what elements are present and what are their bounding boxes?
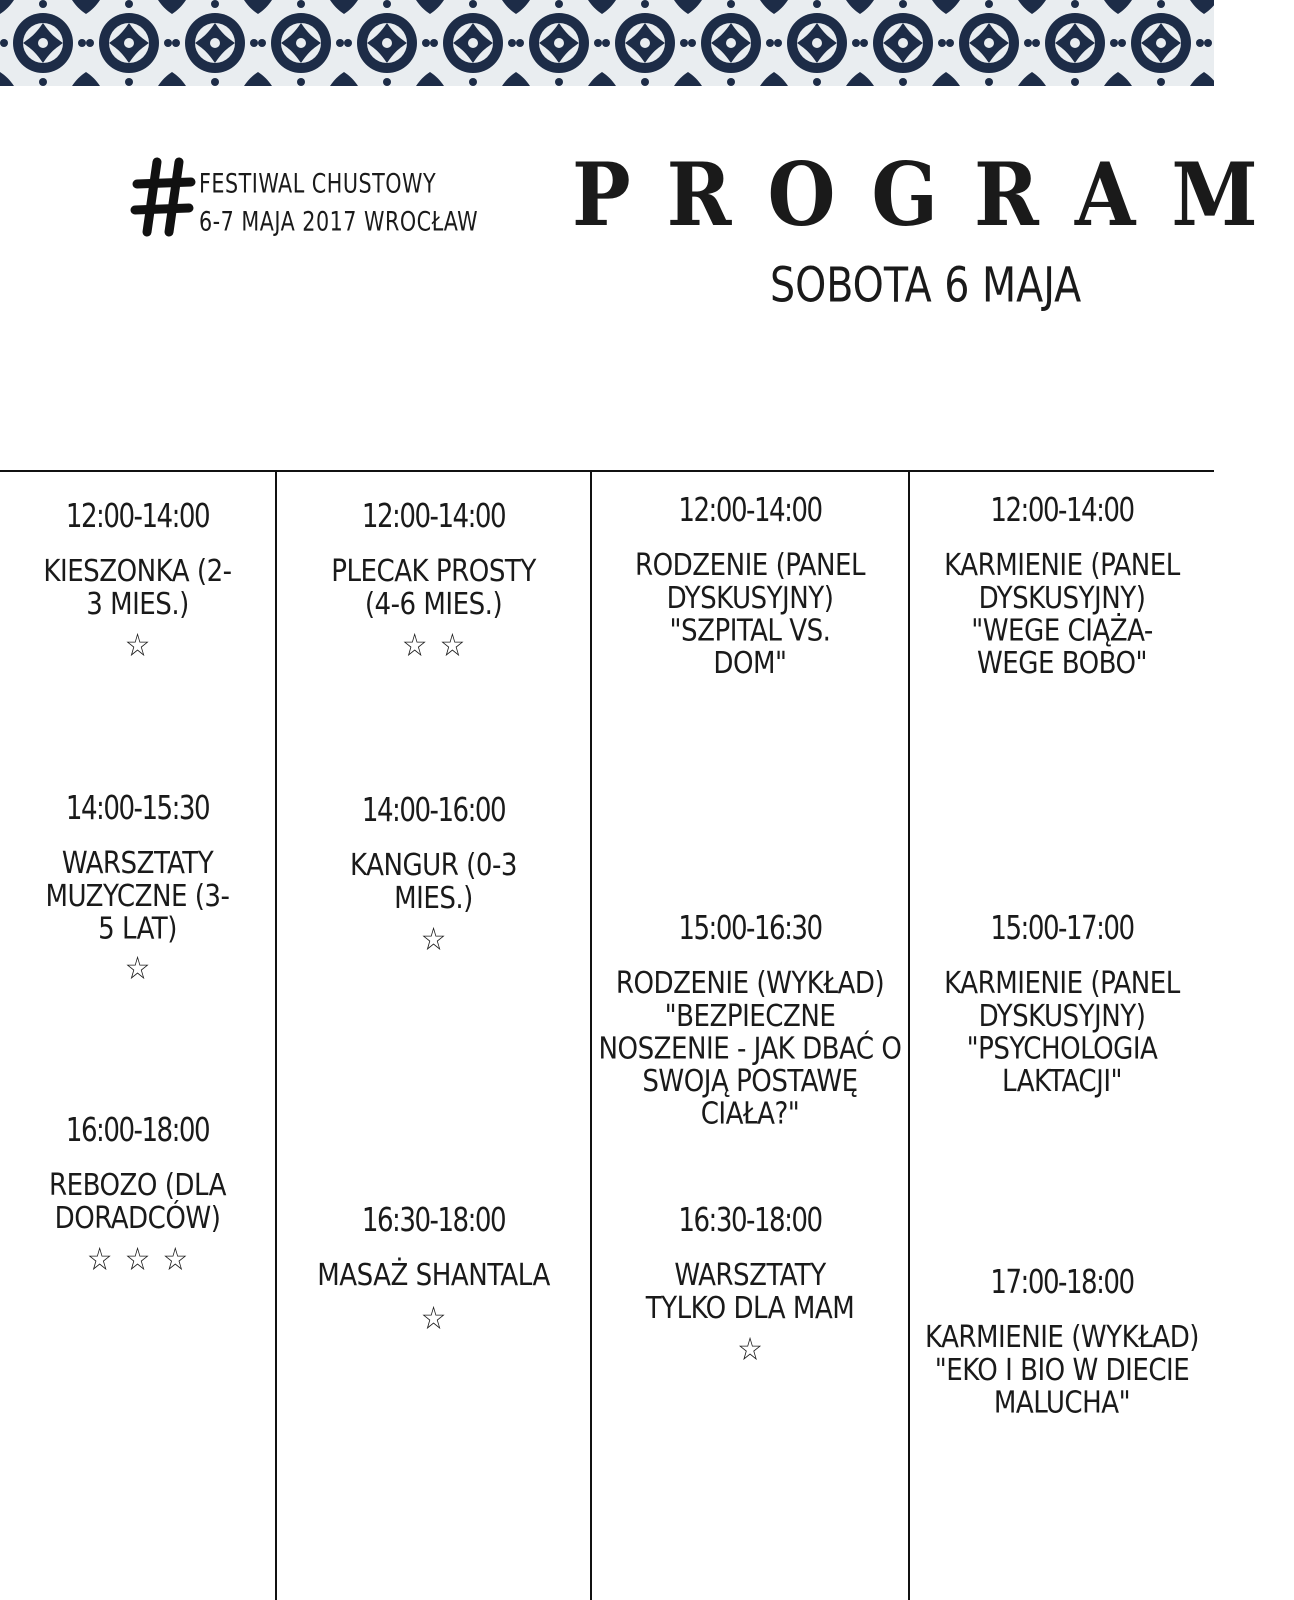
tile-pattern-banner — [0, 0, 1214, 86]
entry-time: 16:00-18:00 — [65, 1110, 210, 1149]
entry-title: WARSZTATY MUZYCZNE (3-5 LAT) — [45, 844, 230, 946]
schedule-column-2 — [277, 472, 590, 1600]
entry-title: RODZENIE (WYKŁAD) "BEZPIECZNE NOSZENIE - JAK DBAĆ O SWOJĄ POSTAWĘ CIAŁA?" — [598, 964, 902, 1131]
schedule-entry — [277, 790, 590, 958]
entry-title: MASAŻ SHANTALA — [317, 1256, 550, 1293]
entry-title: WARSZTATY TYLKO DLA MAM — [645, 1256, 855, 1326]
entry-title: REBOZO (DLA DORADCÓW) — [48, 1166, 227, 1236]
entry-time: 12:00-14:00 — [361, 496, 506, 535]
entry-title: KANGUR (0-3 MIES.) — [350, 846, 517, 916]
difficulty-stars: ☆ — [737, 1330, 775, 1368]
difficulty-stars: ☆ — [420, 1299, 459, 1337]
entry-time: 12:00-14:00 — [678, 490, 822, 529]
schedule-entry — [0, 788, 275, 987]
schedule-entry — [592, 490, 908, 681]
page-title: PROGRAM — [572, 144, 1294, 247]
entry-time: 14:00-15:30 — [65, 788, 210, 827]
schedule-entry — [0, 1110, 275, 1278]
entry-title: PLECAK PROSTY (4-6 MIES.) — [331, 552, 536, 622]
entry-time: 16:30-18:00 — [678, 1200, 822, 1239]
schedule-column-1 — [0, 472, 275, 1600]
schedule-entry — [277, 496, 590, 664]
schedule-column-4 — [910, 472, 1214, 1600]
festival-date-place: 6-7 MAJA 2017 WROCŁAW — [199, 207, 479, 238]
entry-title: KIESZONKA (2-3 MIES.) — [43, 552, 232, 622]
festival-name: FESTIWAL CHUSTOWY — [199, 169, 437, 200]
entry-title: KARMIENIE (WYKŁAD) "EKO I BIO W DIECIE MALUCHA" — [924, 1318, 1199, 1420]
hashtag-icon — [133, 158, 193, 238]
schedule-entry — [277, 1200, 590, 1337]
entry-title: KARMIENIE (PANEL DYSKUSYJNY) "WEGE CIĄŻA-WEGE BOBO" — [944, 546, 1180, 681]
entry-time: 16:30-18:00 — [361, 1200, 506, 1239]
entry-time: 17:00-18:00 — [990, 1262, 1134, 1301]
difficulty-stars: ☆ — [124, 626, 163, 664]
entry-time: 15:00-16:30 — [678, 908, 822, 947]
schedule-entry — [0, 496, 275, 664]
difficulty-stars: ☆☆☆ — [86, 1240, 201, 1278]
schedule-entry — [910, 1262, 1214, 1420]
schedule-entry — [910, 908, 1214, 1099]
schedule-entry — [592, 908, 908, 1131]
entry-time: 15:00-17:00 — [990, 908, 1134, 947]
entry-title: RODZENIE (PANEL DYSKUSYJNY) "SZPITAL VS. DOM" — [635, 546, 865, 681]
schedule-entry — [910, 490, 1214, 681]
schedule-column-3 — [592, 472, 908, 1600]
entry-time: 14:00-16:00 — [361, 790, 506, 829]
entry-title: KARMIENIE (PANEL DYSKUSYJNY) "PSYCHOLOGIA LAKTACJI" — [944, 964, 1180, 1099]
entry-time: 12:00-14:00 — [990, 490, 1134, 529]
difficulty-stars: ☆ — [124, 949, 163, 987]
schedule-entry — [592, 1200, 908, 1368]
day-heading: SOBOTA 6 MAJA — [770, 257, 1082, 314]
difficulty-stars: ☆ — [420, 920, 459, 958]
entry-time: 12:00-14:00 — [65, 496, 210, 535]
difficulty-stars: ☆☆ — [401, 626, 478, 664]
